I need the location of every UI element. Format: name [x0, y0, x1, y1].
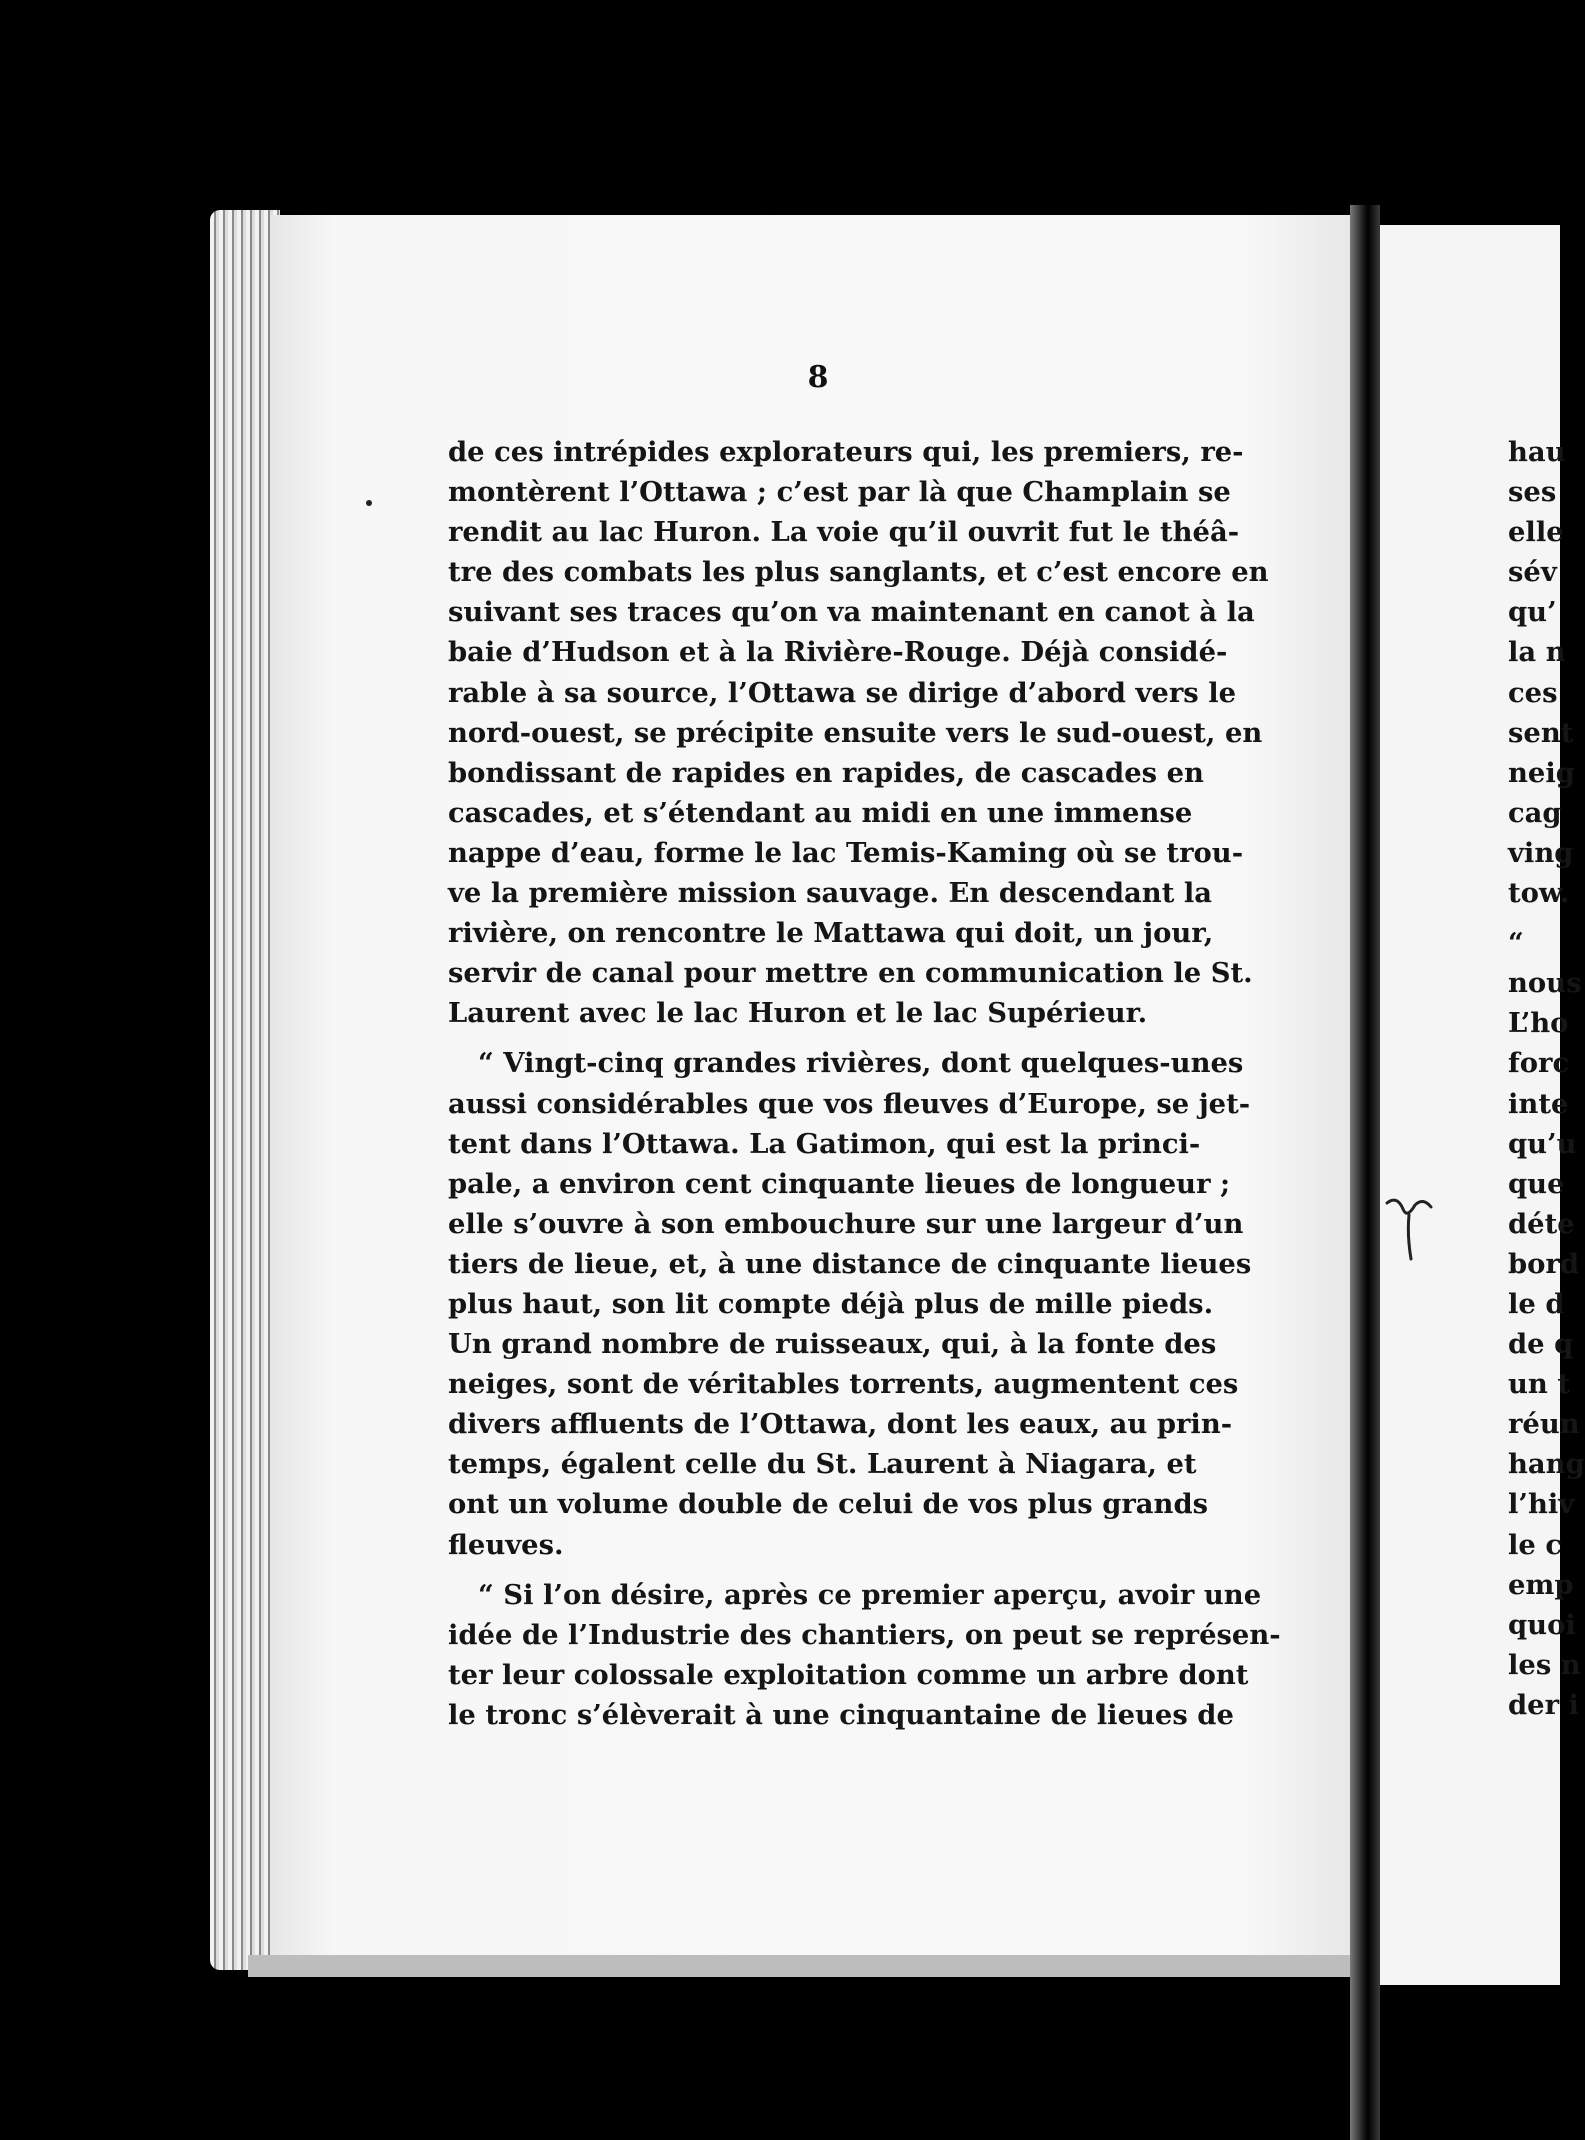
left-page-text — [448, 432, 1281, 1735]
text-line: servir de canal pour mettre en communication le St. — [448, 957, 1253, 990]
text-fragment: le c — [1508, 1528, 1563, 1561]
text-fragment: qu’ — [1508, 596, 1557, 629]
text-line: bondissant de rapides en rapides, de cascades en — [448, 756, 1204, 789]
text-fragment: qu’u — [1508, 1127, 1577, 1160]
text-line: rendit au lac Huron. La voie qu’il ouvrit fut le théâ- — [448, 516, 1240, 549]
text-line: fleuves. — [448, 1528, 564, 1561]
text-line: ve la première mission sauvage. En descendant la — [448, 877, 1213, 910]
text-line: plus haut, son lit compte déjà plus de mille pieds. — [448, 1287, 1214, 1320]
pen-mark — [1385, 1185, 1435, 1265]
text-fragment: tow. — [1508, 877, 1570, 910]
page-bottom-edge — [248, 1955, 1358, 1977]
text-fragment: sév — [1508, 556, 1557, 589]
text-fragment: ces — [1508, 676, 1558, 709]
text-fragment: les n — [1508, 1648, 1581, 1681]
text-fragment: quoi — [1508, 1608, 1576, 1641]
text-fragment: sent — [1508, 716, 1574, 749]
text-line: Un grand nombre de ruisseaux, qui, à la fonte des — [448, 1328, 1217, 1361]
text-line: tiers de lieue, et, à une distance de cinquante lieues — [448, 1247, 1252, 1280]
text-fragment: hang — [1508, 1448, 1585, 1481]
text-line: Laurent avec le lac Huron et le lac Supérieur. — [448, 997, 1148, 1030]
text-fragment: hau — [1508, 436, 1566, 468]
text-line: “ Si l’on désire, après ce premier aperçu, avoir une — [478, 1578, 1262, 1611]
book-gutter — [1350, 205, 1380, 2140]
text-line: rivière, on rencontre le Mattawa qui doit, un jour, — [448, 917, 1214, 950]
text-line: pale, a environ cent cinquante lieues de longueur ; — [448, 1167, 1231, 1200]
text-fragment: cag — [1508, 796, 1562, 829]
text-fragment: un t — [1508, 1368, 1571, 1401]
text-fragment: ses — [1508, 476, 1557, 509]
text-fragment: L’ho — [1508, 1007, 1569, 1040]
text-line: suivant ses traces qu’on va maintenant en canot à la — [448, 596, 1255, 629]
text-fragment: le d — [1508, 1287, 1565, 1320]
text-line: le tronc s’élèverait à une cinquantaine de lieues de — [448, 1698, 1234, 1731]
text-fragment: nous — [1508, 967, 1582, 1000]
text-fragment: que — [1508, 1167, 1565, 1200]
text-fragment: la n — [1508, 636, 1566, 669]
text-fragment: emp — [1508, 1568, 1574, 1601]
text-line: neiges, sont de véritables torrents, augmentent ces — [448, 1368, 1239, 1401]
text-line: baie d’Hudson et à la Rivière-Rouge. Déjà considé- — [448, 636, 1228, 669]
text-fragment: “ — [1508, 927, 1524, 960]
text-fragment: ving — [1508, 836, 1574, 869]
text-line: idée de l’Industrie des chantiers, on peut se représen- — [448, 1618, 1281, 1651]
text-line: montèrent l’Ottawa ; c’est par là que Champlain se — [448, 476, 1231, 509]
text-line: cascades, et s’étendant au midi en une immense — [448, 796, 1193, 829]
text-fragment: déte — [1508, 1207, 1575, 1240]
text-line: ter leur colossale exploitation comme un arbre dont — [448, 1658, 1249, 1691]
text-fragment: neig — [1508, 756, 1575, 789]
text-fragment: forc — [1508, 1047, 1570, 1080]
page-number: 8 — [807, 360, 829, 395]
right-page-text — [1508, 432, 1585, 1725]
text-fragment: de q — [1508, 1328, 1574, 1361]
text-fragment: réun — [1508, 1408, 1580, 1441]
text-line: tre des combats les plus sanglants, et c’est encore en — [448, 556, 1269, 589]
text-fragment: inte — [1508, 1087, 1569, 1120]
text-line: divers affluents de l’Ottawa, dont les eaux, au prin- — [448, 1408, 1233, 1441]
text-line: “ Vingt-cinq grandes rivières, dont quelques-unes — [478, 1047, 1244, 1080]
text-fragment: der i — [1508, 1688, 1579, 1721]
text-line: elle s’ouvre à son embouchure sur une largeur d’un — [448, 1207, 1244, 1240]
text-line: temps, égalent celle du St. Laurent à Niagara, et — [448, 1448, 1197, 1481]
text-line: de ces intrépides explorateurs qui, les premiers, re- — [448, 436, 1244, 468]
text-line: nord-ouest, se précipite ensuite vers le sud-ouest, en — [448, 716, 1263, 749]
text-line: aussi considérables que vos fleuves d’Europe, se jet- — [448, 1087, 1251, 1120]
ink-speck — [366, 500, 372, 506]
text-fragment: elle — [1508, 516, 1564, 549]
text-fragment: l’hiv — [1508, 1488, 1575, 1521]
text-line: ont un volume double de celui de vos plus grands — [448, 1488, 1209, 1521]
text-line: nappe d’eau, forme le lac Temis-Kaming où se trou- — [448, 836, 1244, 869]
text-line: tent dans l’Ottawa. La Gatimon, qui est la princi- — [448, 1127, 1201, 1160]
text-fragment: bord — [1508, 1247, 1580, 1280]
text-line: rable à sa source, l’Ottawa se dirige d’abord vers le — [448, 676, 1237, 709]
